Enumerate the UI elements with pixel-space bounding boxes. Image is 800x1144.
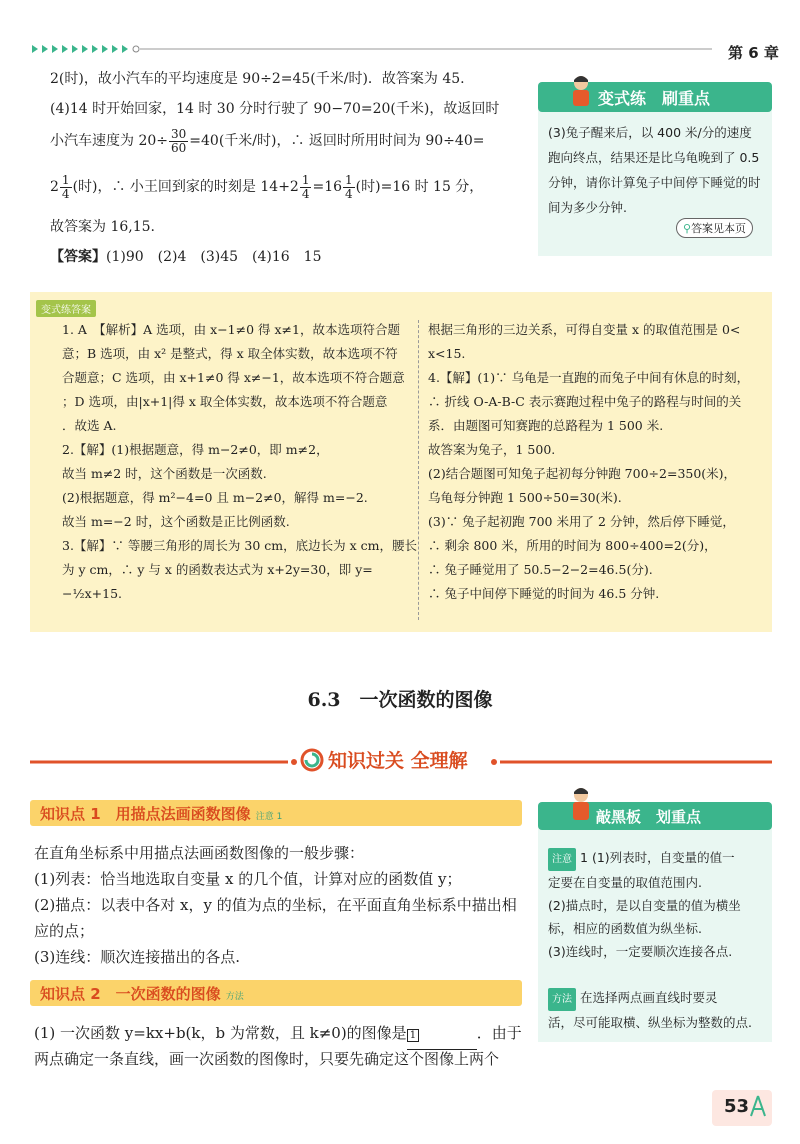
answer-line: 合题意；C 选项，由 x+1≠0 得 x≠−1，故本选项不符合题意 [62, 370, 405, 385]
page-number: 53 [724, 1096, 750, 1117]
answer-line: ．故选 A. [62, 418, 117, 433]
fraction: $\frac{1}{4}$ [61, 172, 70, 201]
answer-line: 2.【解】(1)根据题意，得 m−2≠0，即 m≠2， [62, 442, 329, 457]
blackboard-notes [548, 846, 764, 963]
answers-right-column [428, 318, 749, 606]
solution-line: 小汽车速度为 20÷ $\frac{30}{60}$ =40(千米/时)，∴ 返回时所用时间为 90÷40= [50, 126, 485, 155]
answer-line: −½x+15. [62, 586, 122, 601]
solution-line: 2(时)，故小汽车的平均速度是 90÷2=45(千米/时)．故答案为 45. [50, 71, 465, 87]
compass-icon [748, 1094, 768, 1118]
kp2-line: (1) 一次函数 y=kx+b(k，b 为常数，且 k≠0)的图像是 1 ．由于 [34, 1020, 522, 1050]
answer-line: 【答案】(1)90 (2)4 (3)45 (4)16 15 [50, 249, 322, 265]
chapter-label: 第 6 章 [728, 44, 779, 62]
note-line: 标，相应的函数值为纵坐标. [548, 921, 702, 936]
note-line: 定要在自变量的取值范围内. [548, 875, 702, 890]
answer-line: ∴ 折线 O-A-B-C 表示赛跑过程中兔子的路程与时间的关 [428, 394, 742, 409]
student-icon [566, 74, 596, 110]
kp1-line: 应的点； [34, 922, 95, 940]
method-marker: 方法 [225, 992, 244, 1002]
section-title: 6.3 一次函数的图像 [307, 689, 493, 711]
note-line: (3)连线时，一定要顺次连接各点. [548, 944, 733, 959]
answer-line: (3)∵ 兔子起初跑 700 米用了 2 分钟，然后停下睡觉， [428, 514, 735, 529]
knowledge-point-2-heading: 知识点 2 一次函数的图像 方法 [40, 985, 244, 1003]
answer-line: 故当 m=−2 时，这个函数是正比例函数. [62, 514, 290, 529]
fraction: $\frac{1}{4}$ [345, 172, 353, 201]
knowledge-banner-title: 知识过关 全理解 [328, 750, 468, 772]
header-dot-rule [32, 44, 712, 54]
method-line: 活，尽可能取横、纵坐标为整数的点. [548, 1015, 752, 1030]
answer-line: 系．由题图可知赛跑的总路程为 1 500 米. [428, 418, 664, 433]
answer-line: x<15. [428, 346, 466, 361]
solution-line: 故答案为 16,15. [50, 219, 155, 235]
fraction: $\frac{30}{60}$ [171, 126, 187, 155]
answer-see-page-badge: ⚲答案见本页 [676, 218, 753, 238]
practice-title: 变式练 刷重点 [598, 89, 711, 108]
student-icon [566, 786, 596, 826]
answer-line: ∴ 兔子睡觉用了 50.5−2−2=46.5(分). [428, 562, 653, 577]
answer-line: 根据三角形的三边关系，可得自变量 x 的取值范围是 0< [428, 322, 741, 337]
answer-line: ；D 选项，由|x+1|得 x 取全体实数，故本选项不符合题意 [62, 394, 388, 409]
solution-line: 2 $\frac{1}{4}$ (时)，∴ 小王回到家的时刻是 14+2 $\frac{1}{4}$ =16 $\frac{1}{4}$ (时)=16 时 15 分， [50, 172, 484, 201]
answers-tag: 变式练答案 [36, 300, 96, 317]
kp1-line: (1)列表：恰当地选取自变量 x 的几个值，计算对应的函数值 y； [34, 870, 462, 888]
fraction: $\frac{1}{4}$ [301, 172, 310, 201]
answer-line: 意；B 选项，由 x² 是整式，得 x 取全体实数，故本选项不符 [62, 346, 398, 361]
answer-line: (2)结合题图可知兔子起初每分钟跑 700÷2=350(米)， [428, 466, 737, 481]
blackboard-title: 敲黑板 划重点 [596, 808, 702, 826]
method-line: 方法 在选择两点画直线时要灵 [548, 986, 764, 1011]
solution-line: (4)14 时开始回家，14 时 30 分时行驶了 90−70=20(千米)，故返回时 [50, 101, 500, 117]
answers-left-column [62, 318, 417, 606]
kp1-line: 在直角坐标系中用描点法画函数图像的一般步骤： [34, 844, 365, 862]
method-tag: 方法 [548, 988, 576, 1011]
answer-line: ∴ 剩余 800 米，所用的时间为 800÷400=2(分)， [428, 538, 717, 553]
magnifier-icon: ⚲ [683, 222, 692, 235]
swirl-icon [300, 748, 324, 772]
answer-blank[interactable]: 1 [407, 1023, 477, 1050]
answer-line: 为 y cm，∴ y 与 x 的函数表达式为 x+2y=30，即 y= [62, 562, 373, 577]
answer-line: 故当 m≠2 时，这个函数是一次函数. [62, 466, 267, 481]
answer-line: 乌龟每分钟跑 1 500÷50=30(米). [428, 490, 622, 505]
answer-line: 3.【解】∵ 等腰三角形的周长为 30 cm，底边长为 x cm，腰长 [62, 538, 417, 553]
kp2-line: 两点确定一条直线，画一次函数的图像时，只要先确定这个图像上两个 [34, 1050, 500, 1068]
answer-line: 1. A 【解析】A 选项，由 x−1≠0 得 x≠1，故本选项符合题 [62, 322, 400, 337]
note-tag: 注意 [548, 848, 576, 871]
note-line: 注意 1 (1)列表时，自变量的值一 [548, 846, 764, 871]
knowledge-point-1-heading: 知识点 1 用描点法画函数图像 注意 1 [40, 805, 283, 823]
practice-question: (3)兔子醒来后，以 400 米/分的速度跑向终点，结果还是比乌龟晚到了 0.5 分钟，请你计算兔子中间停下睡觉的时间为多少分钟. [548, 125, 761, 215]
answers-divider [418, 320, 419, 620]
note-marker: 注意 1 [255, 812, 283, 822]
note-line: (2)描点时，是以自变量的值为横坐 [548, 898, 741, 913]
kp1-line: (2)描点：以表中各对 x，y 的值为点的坐标，在平面直角坐标系中描出相 [34, 896, 517, 914]
answer-line: 4.【解】(1)∵ 乌龟是一直跑的而兔子中间有休息的时刻， [428, 370, 750, 385]
blackboard-method [548, 986, 764, 1034]
answer-line: ∴ 兔子中间停下睡觉的时间为 46.5 分钟. [428, 586, 660, 601]
answer-line: (2)根据题意，得 m²−4=0 且 m−2≠0，解得 m=−2. [62, 490, 368, 505]
kp1-line: (3)连线：顺次连接描出的各点. [34, 948, 241, 966]
answer-line: 故答案为兔子，1 500. [428, 442, 556, 457]
